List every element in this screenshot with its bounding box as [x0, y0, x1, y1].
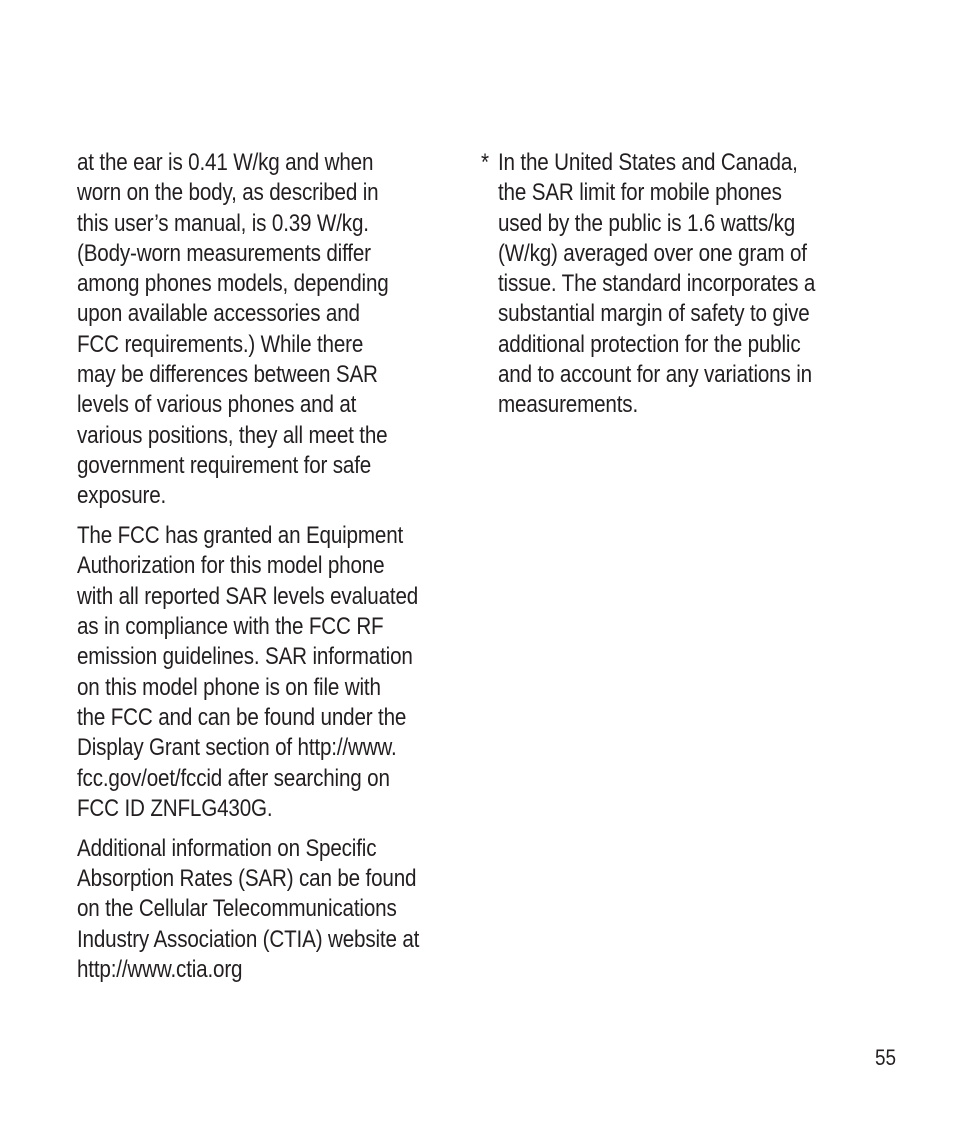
text-line: the SAR limit for mobile phones — [498, 179, 782, 207]
text-line: exposure. — [77, 482, 167, 510]
text-line: this user’s manual, is 0.39 W/kg. — [77, 209, 369, 237]
fcc-authorization-paragraph — [77, 521, 457, 824]
text-line: The FCC has granted an Equipment — [77, 522, 404, 550]
text-line: substantial margin of safety to give — [498, 300, 810, 328]
right-column — [481, 148, 881, 421]
page-number: 55 — [875, 1045, 897, 1070]
text-line: government requirement for safe — [77, 451, 372, 479]
footnote-asterisk: * — [481, 149, 490, 176]
text-line: In the United States and Canada, — [498, 149, 798, 176]
left-column — [77, 148, 457, 985]
text-line: http://www.ctia.org — [77, 955, 243, 983]
text-line: upon available accessories and — [77, 300, 360, 328]
text-line: additional protection for the public — [498, 330, 801, 358]
text-line: and to account for any variations in — [498, 361, 812, 389]
text-line: FCC requirements.) While there — [77, 330, 364, 358]
text-line: (W/kg) averaged over one gram of — [498, 239, 807, 267]
text-line: Industry Association (CTIA) website at — [77, 925, 420, 953]
text-line: used by the public is 1.6 watts/kg — [498, 209, 796, 237]
text-line: Additional information on Specific — [77, 834, 377, 862]
text-line: on this model phone is on file with — [77, 673, 381, 701]
text-line: Absorption Rates (SAR) can be found — [77, 865, 417, 893]
text-line: as in compliance with the FCC RF — [77, 613, 384, 641]
text-line: fcc.gov/oet/fccid after searching on — [77, 764, 390, 792]
text-line: may be differences between SAR — [77, 361, 378, 389]
text-line: at the ear is 0.41 W/kg and when — [77, 149, 374, 176]
text-line: various positions, they all meet the — [77, 421, 388, 449]
sar-body-worn-paragraph — [77, 148, 457, 512]
text-line: among phones models, depending — [77, 270, 389, 298]
text-line: the FCC and can be found under the — [77, 703, 407, 731]
text-line: levels of various phones and at — [77, 391, 357, 419]
ctia-info-paragraph — [77, 834, 457, 985]
text-line: emission guidelines. SAR information — [77, 643, 413, 671]
text-line: FCC ID ZNFLG430G. — [77, 794, 273, 822]
text-line: worn on the body, as described in — [77, 179, 379, 207]
text-line: (Body-worn measurements differ — [77, 239, 371, 267]
text-line: measurements. — [498, 391, 639, 419]
text-line: Authorization for this model phone — [77, 552, 385, 580]
text-line: Display Grant section of http://www. — [77, 734, 397, 762]
text-line: with all reported SAR levels evaluated — [77, 582, 419, 610]
text-line: tissue. The standard incorporates a — [498, 270, 816, 298]
sar-limit-footnote — [481, 148, 881, 421]
text-line: on the Cellular Telecommunications — [77, 895, 397, 923]
